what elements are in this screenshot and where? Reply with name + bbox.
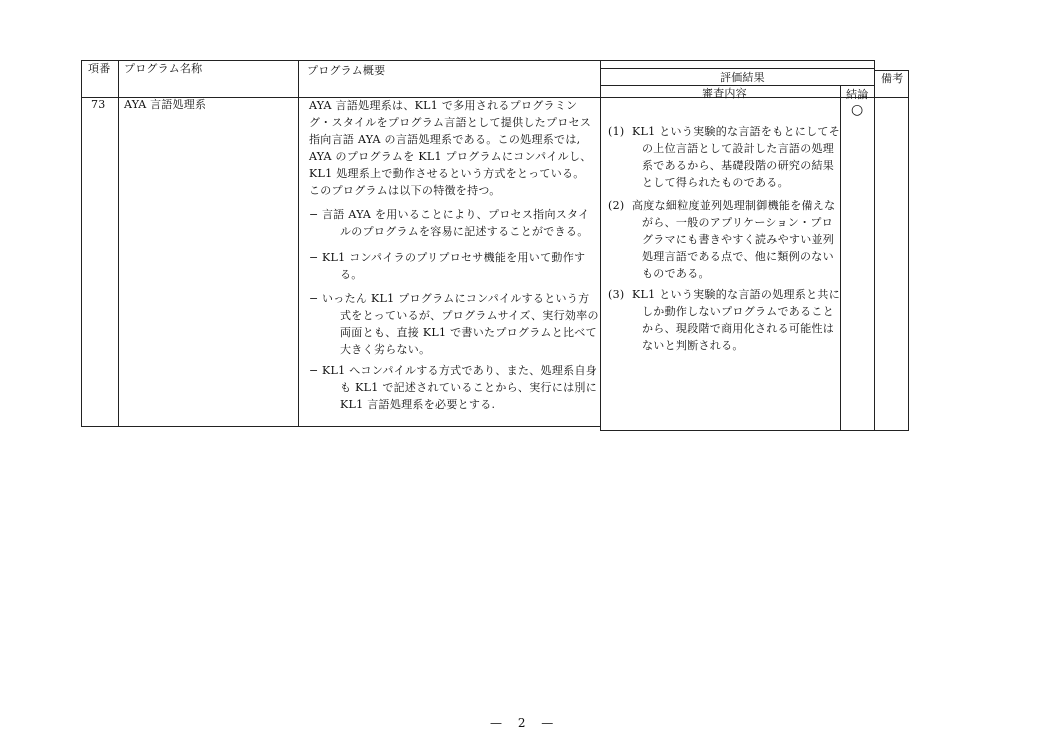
header-review-content: 審査内容 bbox=[702, 87, 747, 100]
review-line: 高度な細粒度並列処理制御機能を備えな bbox=[632, 199, 836, 212]
feature-line: 式をとっているが、プログラムサイズ、実行効率の bbox=[340, 309, 599, 322]
summary-intro bbox=[309, 97, 592, 199]
table-border-bottom-right bbox=[600, 430, 908, 431]
header-program-name: プログラム名称 bbox=[124, 62, 203, 75]
dash-marker: − bbox=[309, 292, 319, 305]
table-border-top bbox=[81, 60, 874, 61]
feature-line: 言語 AYA を用いることにより、プロセス指向スタイ bbox=[322, 208, 590, 221]
feature-line: 大きく劣らない。 bbox=[340, 343, 431, 356]
review-number: (1) bbox=[608, 125, 625, 138]
header-evaluation-result: 評価結果 bbox=[720, 71, 765, 84]
col-divider-review bbox=[840, 85, 841, 431]
feature-line: いったん KL1 プログラムにコンパイルするという方 bbox=[322, 292, 590, 305]
feature-line: KL1 コンパイラのプリプロセサ機能を用いて動作す bbox=[322, 251, 586, 264]
summary-intro-line: このプログラムは以下の特徴を持つ。 bbox=[309, 184, 501, 197]
row-program-name: AYA 言語処理系 bbox=[124, 98, 207, 111]
row-item-no: 73 bbox=[91, 98, 106, 111]
review-line: 処理言語である点で、他に類例のない bbox=[642, 250, 834, 263]
review-line: 系であるから、基礎段階の研究の結果 bbox=[642, 159, 835, 172]
feature-line: も KL1 で記述されていることから、実行には別に bbox=[340, 381, 598, 394]
col-divider-name bbox=[298, 60, 299, 427]
table-border-top-remarks bbox=[874, 70, 908, 71]
header-program-summary: プログラム概要 bbox=[307, 64, 386, 77]
feature-line: 両面とも、直接 KL1 で書いたプログラムと比べて bbox=[340, 326, 597, 339]
table-border-left bbox=[81, 60, 82, 427]
summary-intro-line: KL1 処理系上で動作させるという方式をとっている。 bbox=[309, 167, 585, 180]
review-line: KL1 という実験的な言語の処理系と共に bbox=[632, 288, 841, 301]
summary-intro-line: グ・スタイルをプログラム言語として提供したプロセス bbox=[309, 116, 592, 129]
review-number: (3) bbox=[608, 288, 625, 301]
review-line: しか動作しないプログラムであること bbox=[642, 305, 834, 318]
summary-intro-line: AYA のプログラムを KL1 プログラムにコンパイルし、 bbox=[309, 150, 592, 163]
review-number: (2) bbox=[608, 199, 625, 212]
summary-intro-line: 指向言語 AYA の言語処理系である。この処理系では, bbox=[309, 133, 581, 146]
review-line: として得られたものである。 bbox=[642, 176, 789, 189]
evaluation-top bbox=[600, 68, 874, 69]
summary-intro-line: AYA 言語処理系は、KL1 で多用されるプログラミン bbox=[309, 99, 578, 112]
header-item-no: 項番 bbox=[88, 62, 111, 75]
conclusion-circle-icon: ○ bbox=[851, 102, 864, 118]
col-divider-conclusion bbox=[874, 60, 875, 431]
dash-marker: − bbox=[309, 364, 319, 377]
page-number: — 2 — bbox=[490, 716, 560, 730]
dash-marker: − bbox=[309, 251, 319, 264]
table-border-bottom bbox=[81, 426, 600, 427]
evaluation-divider bbox=[600, 85, 874, 86]
review-line: ものである。 bbox=[642, 267, 710, 280]
review-line: がら、一般のアプリケーション・プロ bbox=[642, 216, 833, 229]
review-line: の上位言語として設計した言語の処理 bbox=[642, 142, 835, 155]
header-conclusion: 結論 bbox=[846, 88, 869, 101]
col-divider-item bbox=[118, 60, 119, 427]
header-remarks: 備考 bbox=[881, 72, 904, 85]
feature-line: KL1 へコンパイルする方式であり、また、処理系自身 bbox=[322, 364, 598, 377]
table-border-right bbox=[908, 70, 909, 431]
review-line: グラマにも書きやすく読みやすい並列 bbox=[642, 233, 835, 246]
col-divider-summary bbox=[600, 60, 601, 431]
dash-marker: − bbox=[309, 208, 319, 221]
feature-line: KL1 言語処理系を必要とする. bbox=[340, 398, 496, 411]
feature-line: る。 bbox=[340, 268, 363, 281]
feature-line: ルのプログラムを容易に記述することができる。 bbox=[340, 225, 589, 238]
review-line: KL1 という実験的な言語をもとにしてそ bbox=[632, 125, 841, 138]
review-line: ないと判断される。 bbox=[642, 339, 744, 352]
review-line: から、現段階で商用化される可能性は bbox=[642, 322, 835, 335]
